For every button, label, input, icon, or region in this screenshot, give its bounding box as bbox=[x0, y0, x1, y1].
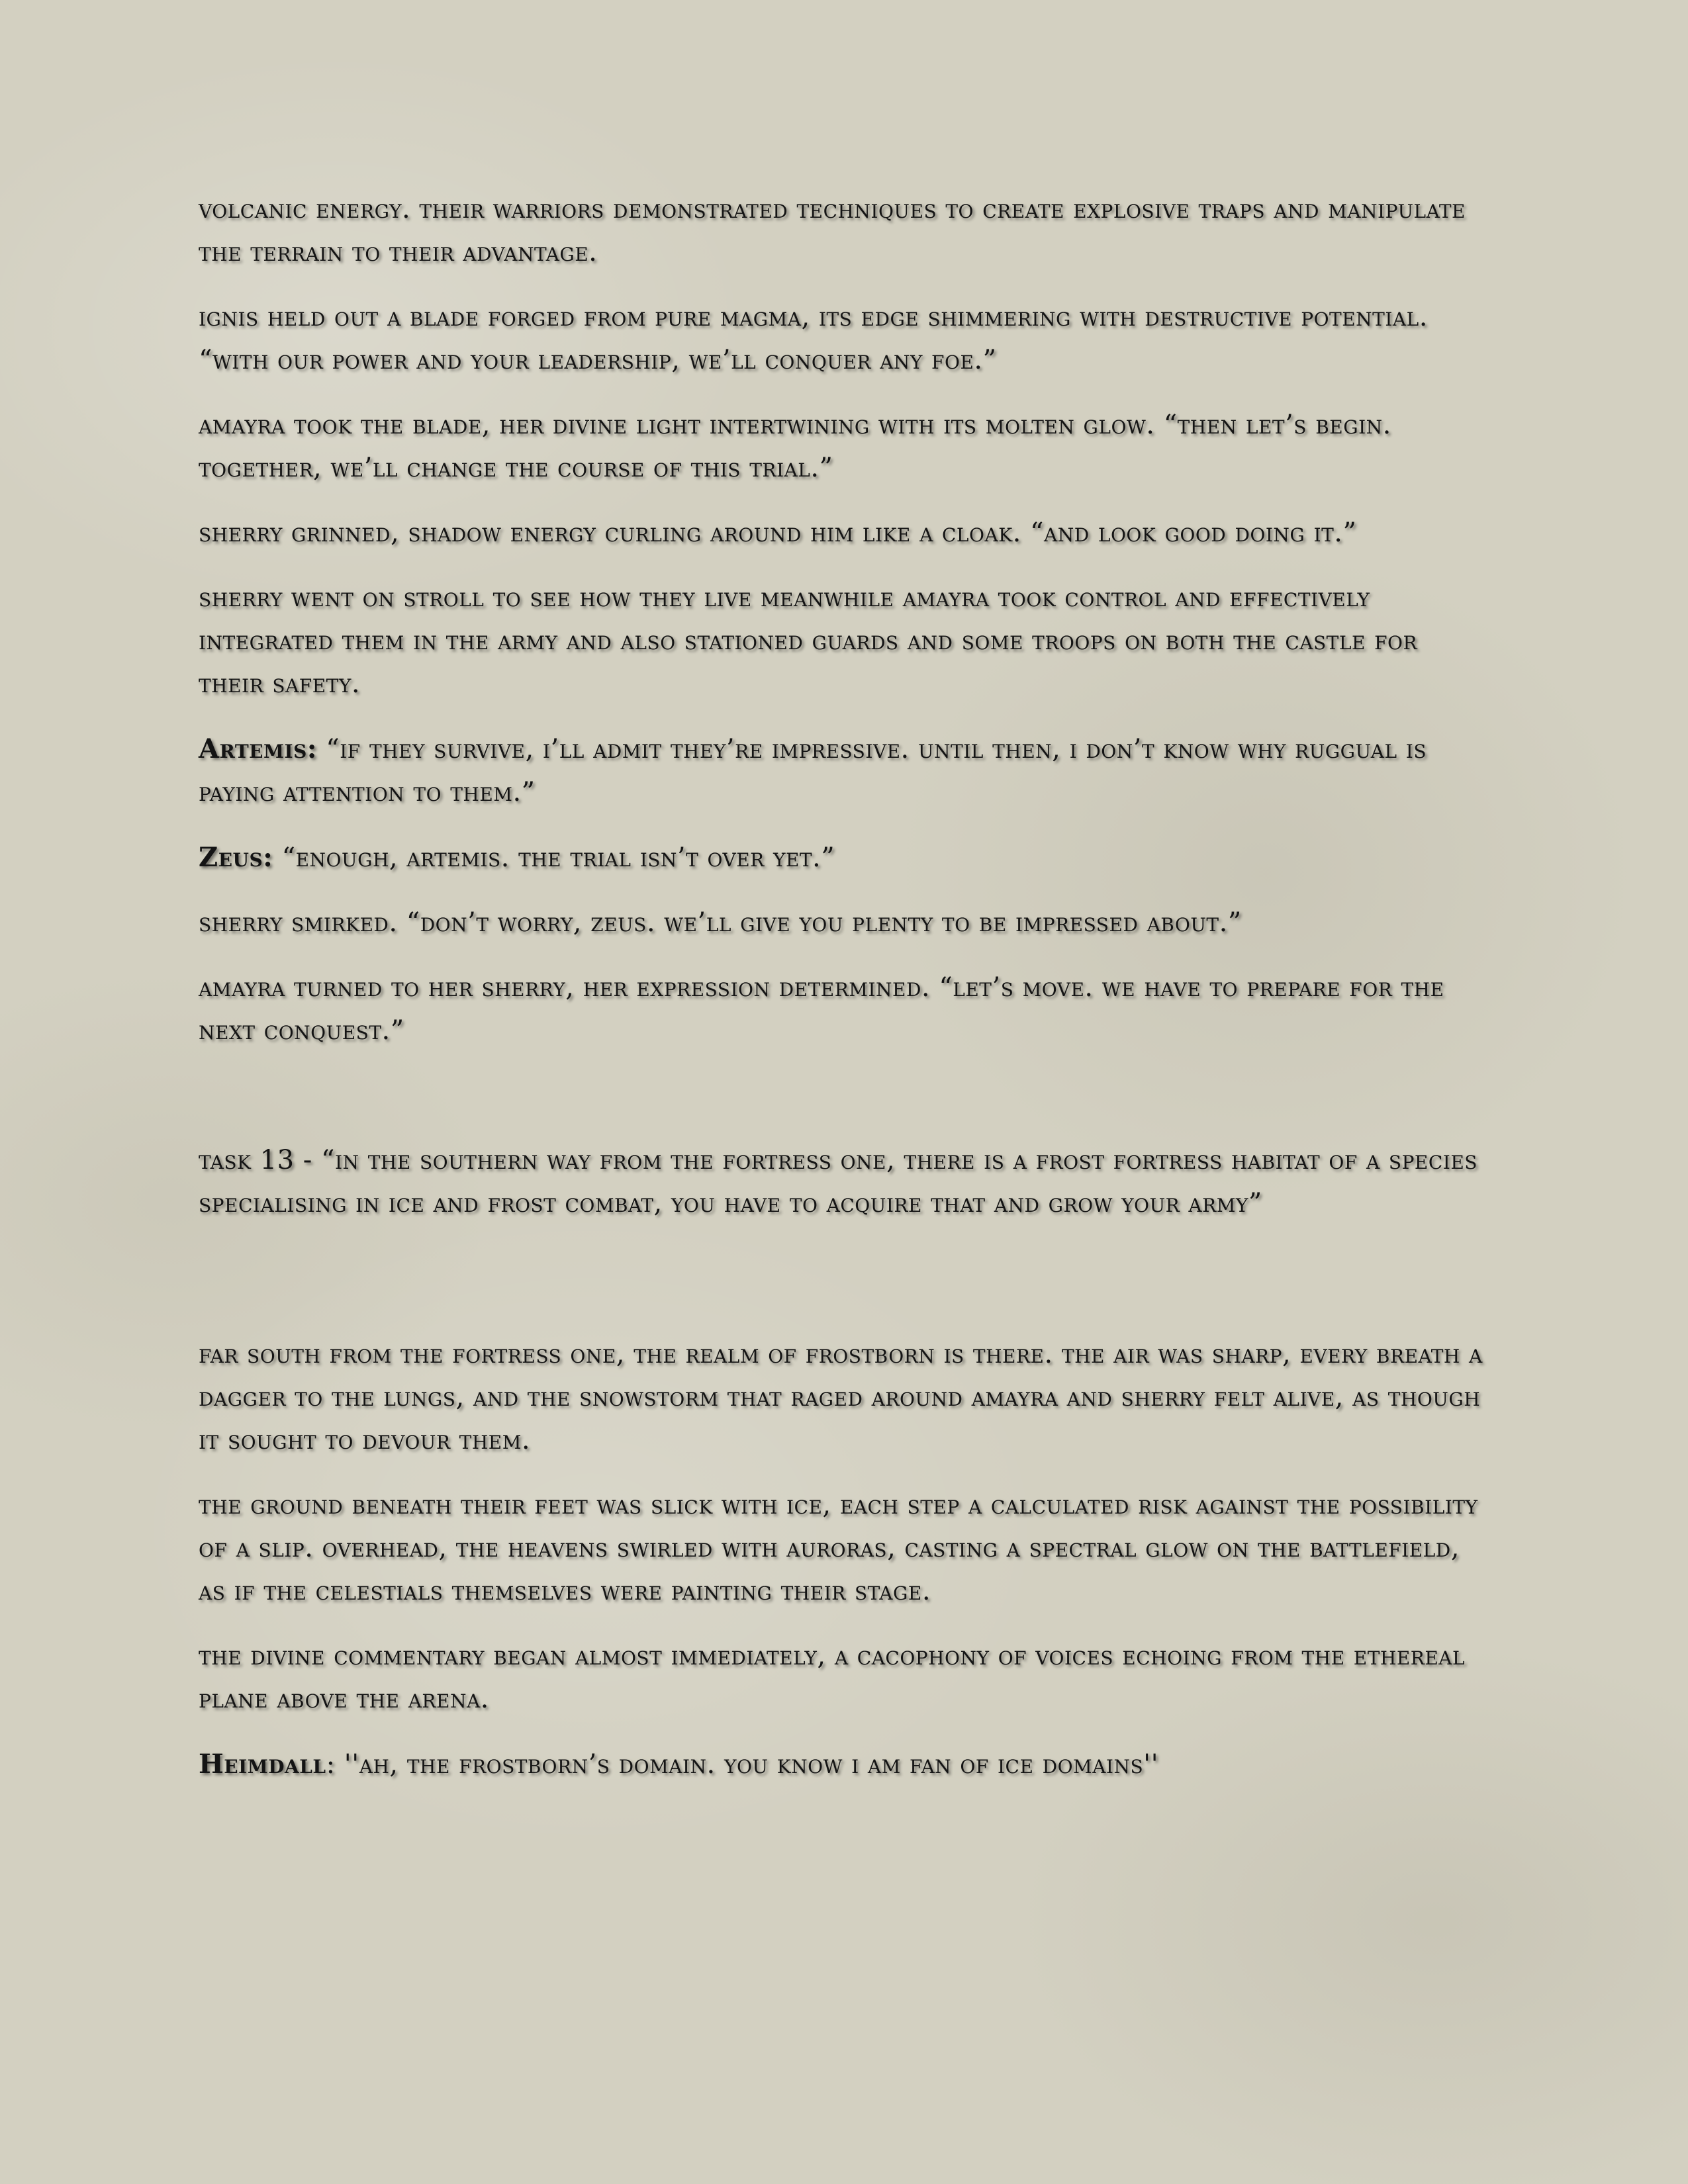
paragraph-text: sherry went on stroll to see how they live meanwhile amayra took control and effectively integrated them in the army and also stationed guards and some troops on both the castle for their safety. bbox=[199, 582, 1418, 699]
paragraph-ground-ice bbox=[199, 1484, 1489, 1613]
dialogue-text: “if they survive, i’ll admit they’re impressive. until then, i don’t know why ruggual is paying attention to them.” bbox=[199, 734, 1427, 807]
paragraph-text: amayra turned to her sherry, her expression determined. “let’s move. we have to prepare for the next conquest.” bbox=[199, 972, 1444, 1046]
section-spacer bbox=[199, 1074, 1489, 1139]
dialogue-zeus bbox=[199, 836, 1489, 880]
paragraph-text: the ground beneath their feet was slick with ice, each step a calculated risk against the possibility of a slip. overhead, the heavens swirled with auroras, casting a spectral glow on the battlefield, as if the celestials themselves were painting their stage. bbox=[199, 1490, 1478, 1606]
paragraph-text: sherry smirked. “don’t worry, zeus. we’ll give you plenty to be impressed about.” bbox=[199, 907, 1242, 938]
paragraph-far-south bbox=[199, 1333, 1489, 1462]
section-spacer bbox=[199, 1247, 1489, 1333]
paragraph-volcanic-energy bbox=[199, 188, 1489, 274]
speaker-name: Heimdall bbox=[199, 1749, 326, 1780]
dialogue-artemis bbox=[199, 727, 1489, 814]
task-text: task 13 - “in the southern way from the fortress one, there is a frost fortress habitat of a species specialising in ice and frost combat, you have to acquire that and grow your army” bbox=[199, 1145, 1477, 1218]
paragraph-text: volcanic energy. their warriors demonstrated techniques to create explosive traps and manipulate the terrain to their advantage. bbox=[199, 194, 1466, 267]
paragraph-sherry-stroll bbox=[199, 576, 1489, 705]
paragraph-text: far south from the fortress one, the realm of frostborn is there. the air was sharp, every breath a dagger to the lungs, and the snowstorm that raged around amayra and sherry felt alive, as though it sought to devour them. bbox=[199, 1339, 1483, 1455]
paragraph-text: ignis held out a blade forged from pure magma, its edge shimmering with destructive potential. “with our power and your leadership, we’ll conquer any foe.” bbox=[199, 302, 1428, 375]
paragraph-text: the divine commentary began almost immediately, a cacophony of voices echoing from the ethereal plane above the arena. bbox=[199, 1641, 1466, 1714]
paragraph-divine-commentary bbox=[199, 1635, 1489, 1721]
task-heading bbox=[199, 1139, 1489, 1225]
speaker-name: Zeus: bbox=[199, 842, 273, 873]
paragraph-sherry-smirked bbox=[199, 901, 1489, 944]
paragraph-text: amayra took the blade, her divine light intertwining with its molten glow. “then let’s begin. together, we’ll change the course of this trial.” bbox=[199, 410, 1391, 483]
paragraph-amayra-turned bbox=[199, 966, 1489, 1052]
dialogue-heimdall bbox=[199, 1743, 1489, 1786]
dialogue-text: : ''ah, the frostborn’s domain. you know i am fan of ice domains'' bbox=[326, 1749, 1159, 1780]
paragraph-ignis-blade bbox=[199, 296, 1489, 382]
document-page bbox=[199, 188, 1489, 1808]
paragraph-amayra-takes-blade bbox=[199, 404, 1489, 490]
paragraph-sherry-grinned bbox=[199, 512, 1489, 555]
paragraph-text: sherry grinned, shadow energy curling around him like a cloak. “and look good doing it.” bbox=[199, 518, 1357, 548]
dialogue-text: “enough, artemis. the trial isn’t over yet.” bbox=[273, 842, 835, 873]
speaker-name: Artemis: bbox=[199, 733, 318, 764]
